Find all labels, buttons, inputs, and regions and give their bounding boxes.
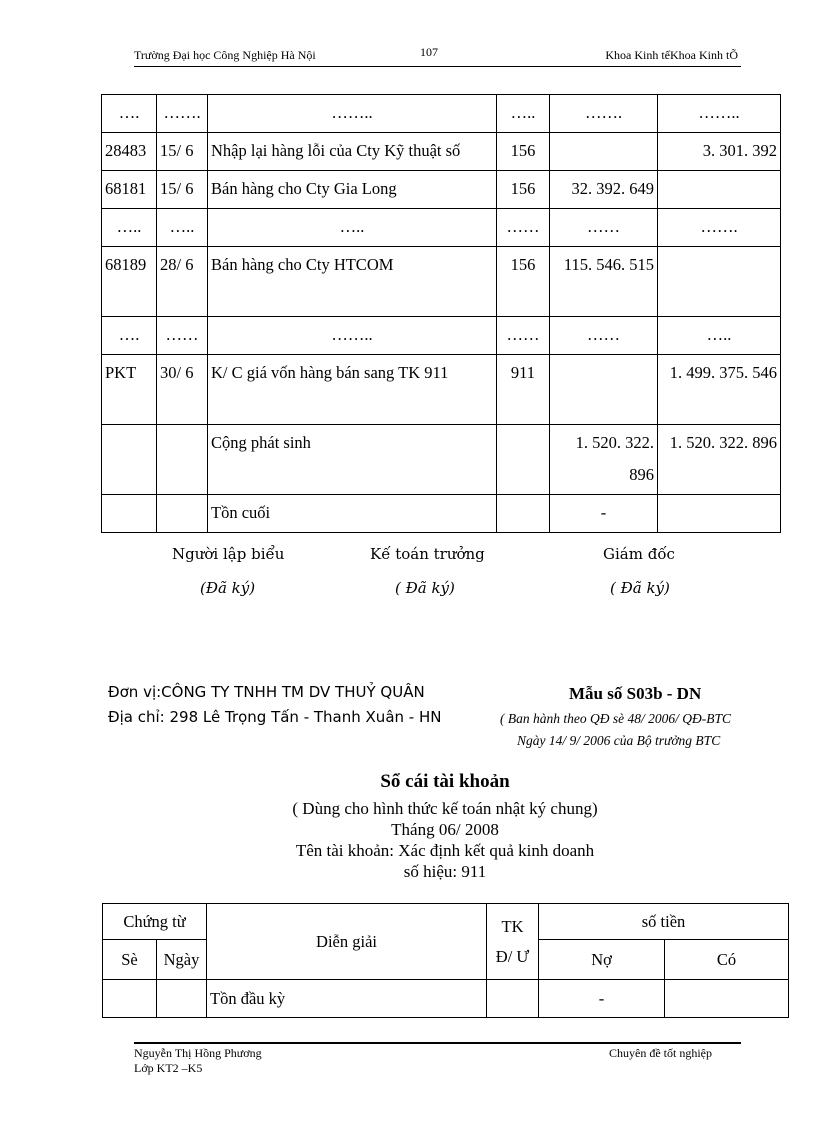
form-note-date: Ngày 14/ 9/ 2006 của Bộ trưởng BTC <box>517 733 721 748</box>
cell-co <box>658 171 781 209</box>
cell-tk: ….. <box>497 95 550 133</box>
signature-preparer-note: (Đã ký) <box>200 579 256 597</box>
cell-so: 68189 <box>102 247 157 317</box>
cell-dien-giai: Nhập lại hàng lỗi của Cty Kỹ thuật số <box>208 133 497 171</box>
cell-ngay <box>157 495 208 533</box>
cell-so <box>102 425 157 495</box>
header-no: Nợ <box>539 940 665 980</box>
cell-ngay <box>157 425 208 495</box>
cell-so: 28483 <box>102 133 157 171</box>
table-row <box>102 209 781 247</box>
header-chung-tu: Chứng từ <box>103 904 207 940</box>
cell-tk <box>487 980 539 1018</box>
cell-dien-giai: Bán hàng cho Cty Gia Long <box>208 171 497 209</box>
cell-no: ……. <box>550 95 658 133</box>
cell-dien-giai: …….. <box>208 95 497 133</box>
signature-preparer: Người lập biểu <box>172 545 285 563</box>
ledger-month: Tháng 06/ 2008 <box>391 820 499 839</box>
cell-ngay: 15/ 6 <box>157 133 208 171</box>
cell-ngay: 30/ 6 <box>157 355 208 425</box>
cell-ngay: ….. <box>157 209 208 247</box>
table-row <box>103 980 789 1018</box>
ledger-subtitle: ( Dùng cho hình thức kế toán nhật ký chung) <box>292 799 598 818</box>
cell-co <box>658 247 781 317</box>
header-ngay: Ngày <box>157 940 207 980</box>
cell-ngay: 28/ 6 <box>157 247 208 317</box>
cell-ngay: 15/ 6 <box>157 171 208 209</box>
table-row <box>102 133 781 171</box>
cell-tk: …… <box>497 209 550 247</box>
signature-director: Giám đốc <box>603 545 675 563</box>
table-row <box>102 425 781 495</box>
page-number: 107 <box>420 45 438 59</box>
cell-dien-giai: Bán hàng cho Cty HTCOM <box>208 247 497 317</box>
cell-tk: …… <box>497 317 550 355</box>
cell-no: …… <box>550 317 658 355</box>
cell-no: 32. 392. 649 <box>550 171 658 209</box>
cell-so <box>102 495 157 533</box>
footer-class: Lớp KT2 –K5 <box>134 1061 203 1075</box>
header-tk-line1: TK <box>501 916 524 936</box>
header-tk-line2: Đ/ Ư <box>495 946 530 966</box>
cell-dien-giai: K/ C giá vốn hàng bán sang TK 911 <box>208 355 497 425</box>
cell-so: …. <box>102 95 157 133</box>
account-number: số hiệu: 911 <box>403 862 487 881</box>
company-unit: Đơn vị:CÔNG TY TNHH TM DV THUỶ QUÂN <box>108 683 425 701</box>
table-row <box>102 95 781 133</box>
cell-no: 1. 520. 322. 896 <box>550 425 658 495</box>
form-note-decision: ( Ban hành theo QĐ sè 48/ 2006/ QĐ-BTC <box>500 711 731 726</box>
cell-ngay: …… <box>157 317 208 355</box>
account-911-ledger-table <box>102 903 789 1018</box>
cell-no <box>550 355 658 425</box>
table-row <box>102 495 781 533</box>
cell-tk <box>497 425 550 495</box>
cell-co <box>658 495 781 533</box>
cell-co: 1. 520. 322. 896 <box>658 425 781 495</box>
cell-dien-giai: …….. <box>208 317 497 355</box>
signature-director-note: ( Đã ký) <box>610 579 670 597</box>
header-school: Trường Đại học Công Nghiệp Hà Nội <box>134 48 316 62</box>
header-divider <box>134 66 741 67</box>
signature-chief-note: ( Đã ký) <box>395 579 455 597</box>
cell-so: ….. <box>102 209 157 247</box>
cell-tk <box>497 495 550 533</box>
cell-no: 115. 546. 515 <box>550 247 658 317</box>
header-tk <box>487 904 539 980</box>
cell-tk: 156 <box>497 171 550 209</box>
cell-co: ….. <box>658 317 781 355</box>
header-so-tien: số tiền <box>539 904 789 940</box>
signature-chief-accountant: Kế toán trưởng <box>370 545 485 563</box>
cell-dien-giai: Tồn cuối <box>208 495 497 533</box>
cell-tk: 156 <box>497 133 550 171</box>
header-so: Sè <box>103 940 157 980</box>
cell-so: 68181 <box>102 171 157 209</box>
account-name: Tên tài khoản: Xác định kết quả kinh doanh <box>295 841 595 860</box>
footer-report-type: Chuyên đề tốt nghiệp <box>609 1046 712 1060</box>
cell-ngay: ……. <box>157 95 208 133</box>
table-row <box>102 317 781 355</box>
header-faculty: Khoa Kinh tếKhoa Kinh tÕ <box>605 48 738 62</box>
header-dien-giai: Diễn giải <box>207 904 487 980</box>
cell-no: - <box>550 495 658 533</box>
cell-ngay <box>157 980 207 1018</box>
cell-so <box>103 980 157 1018</box>
cell-no <box>550 133 658 171</box>
cell-co <box>665 980 789 1018</box>
cell-co: 1. 499. 375. 546 <box>658 355 781 425</box>
cell-no: - <box>539 980 665 1018</box>
cell-tk: 911 <box>497 355 550 425</box>
cell-dien-giai: ….. <box>208 209 497 247</box>
footer-author: Nguyễn Thị Hồng Phương <box>134 1046 262 1060</box>
cell-co: 3. 301. 392 <box>658 133 781 171</box>
cell-co: …….. <box>658 95 781 133</box>
ledger-table <box>101 94 781 533</box>
footer-divider <box>134 1042 741 1044</box>
cell-so: PKT <box>102 355 157 425</box>
ledger-title: Sổ cái tài khoản <box>380 771 510 792</box>
table-row <box>102 171 781 209</box>
cell-dien-giai: Tồn đầu kỳ <box>207 980 487 1018</box>
cell-co: ……. <box>658 209 781 247</box>
table-row <box>102 355 781 425</box>
table-row <box>102 247 781 317</box>
cell-no: …… <box>550 209 658 247</box>
cell-dien-giai: Cộng phát sinh <box>208 425 497 495</box>
header-co: Có <box>665 940 789 980</box>
cell-tk: 156 <box>497 247 550 317</box>
form-number: Mẫu số S03b - DN <box>569 684 702 703</box>
company-address: Địa chỉ: 298 Lê Trọng Tấn - Thanh Xuân - HN <box>108 708 442 726</box>
cell-so: …. <box>102 317 157 355</box>
